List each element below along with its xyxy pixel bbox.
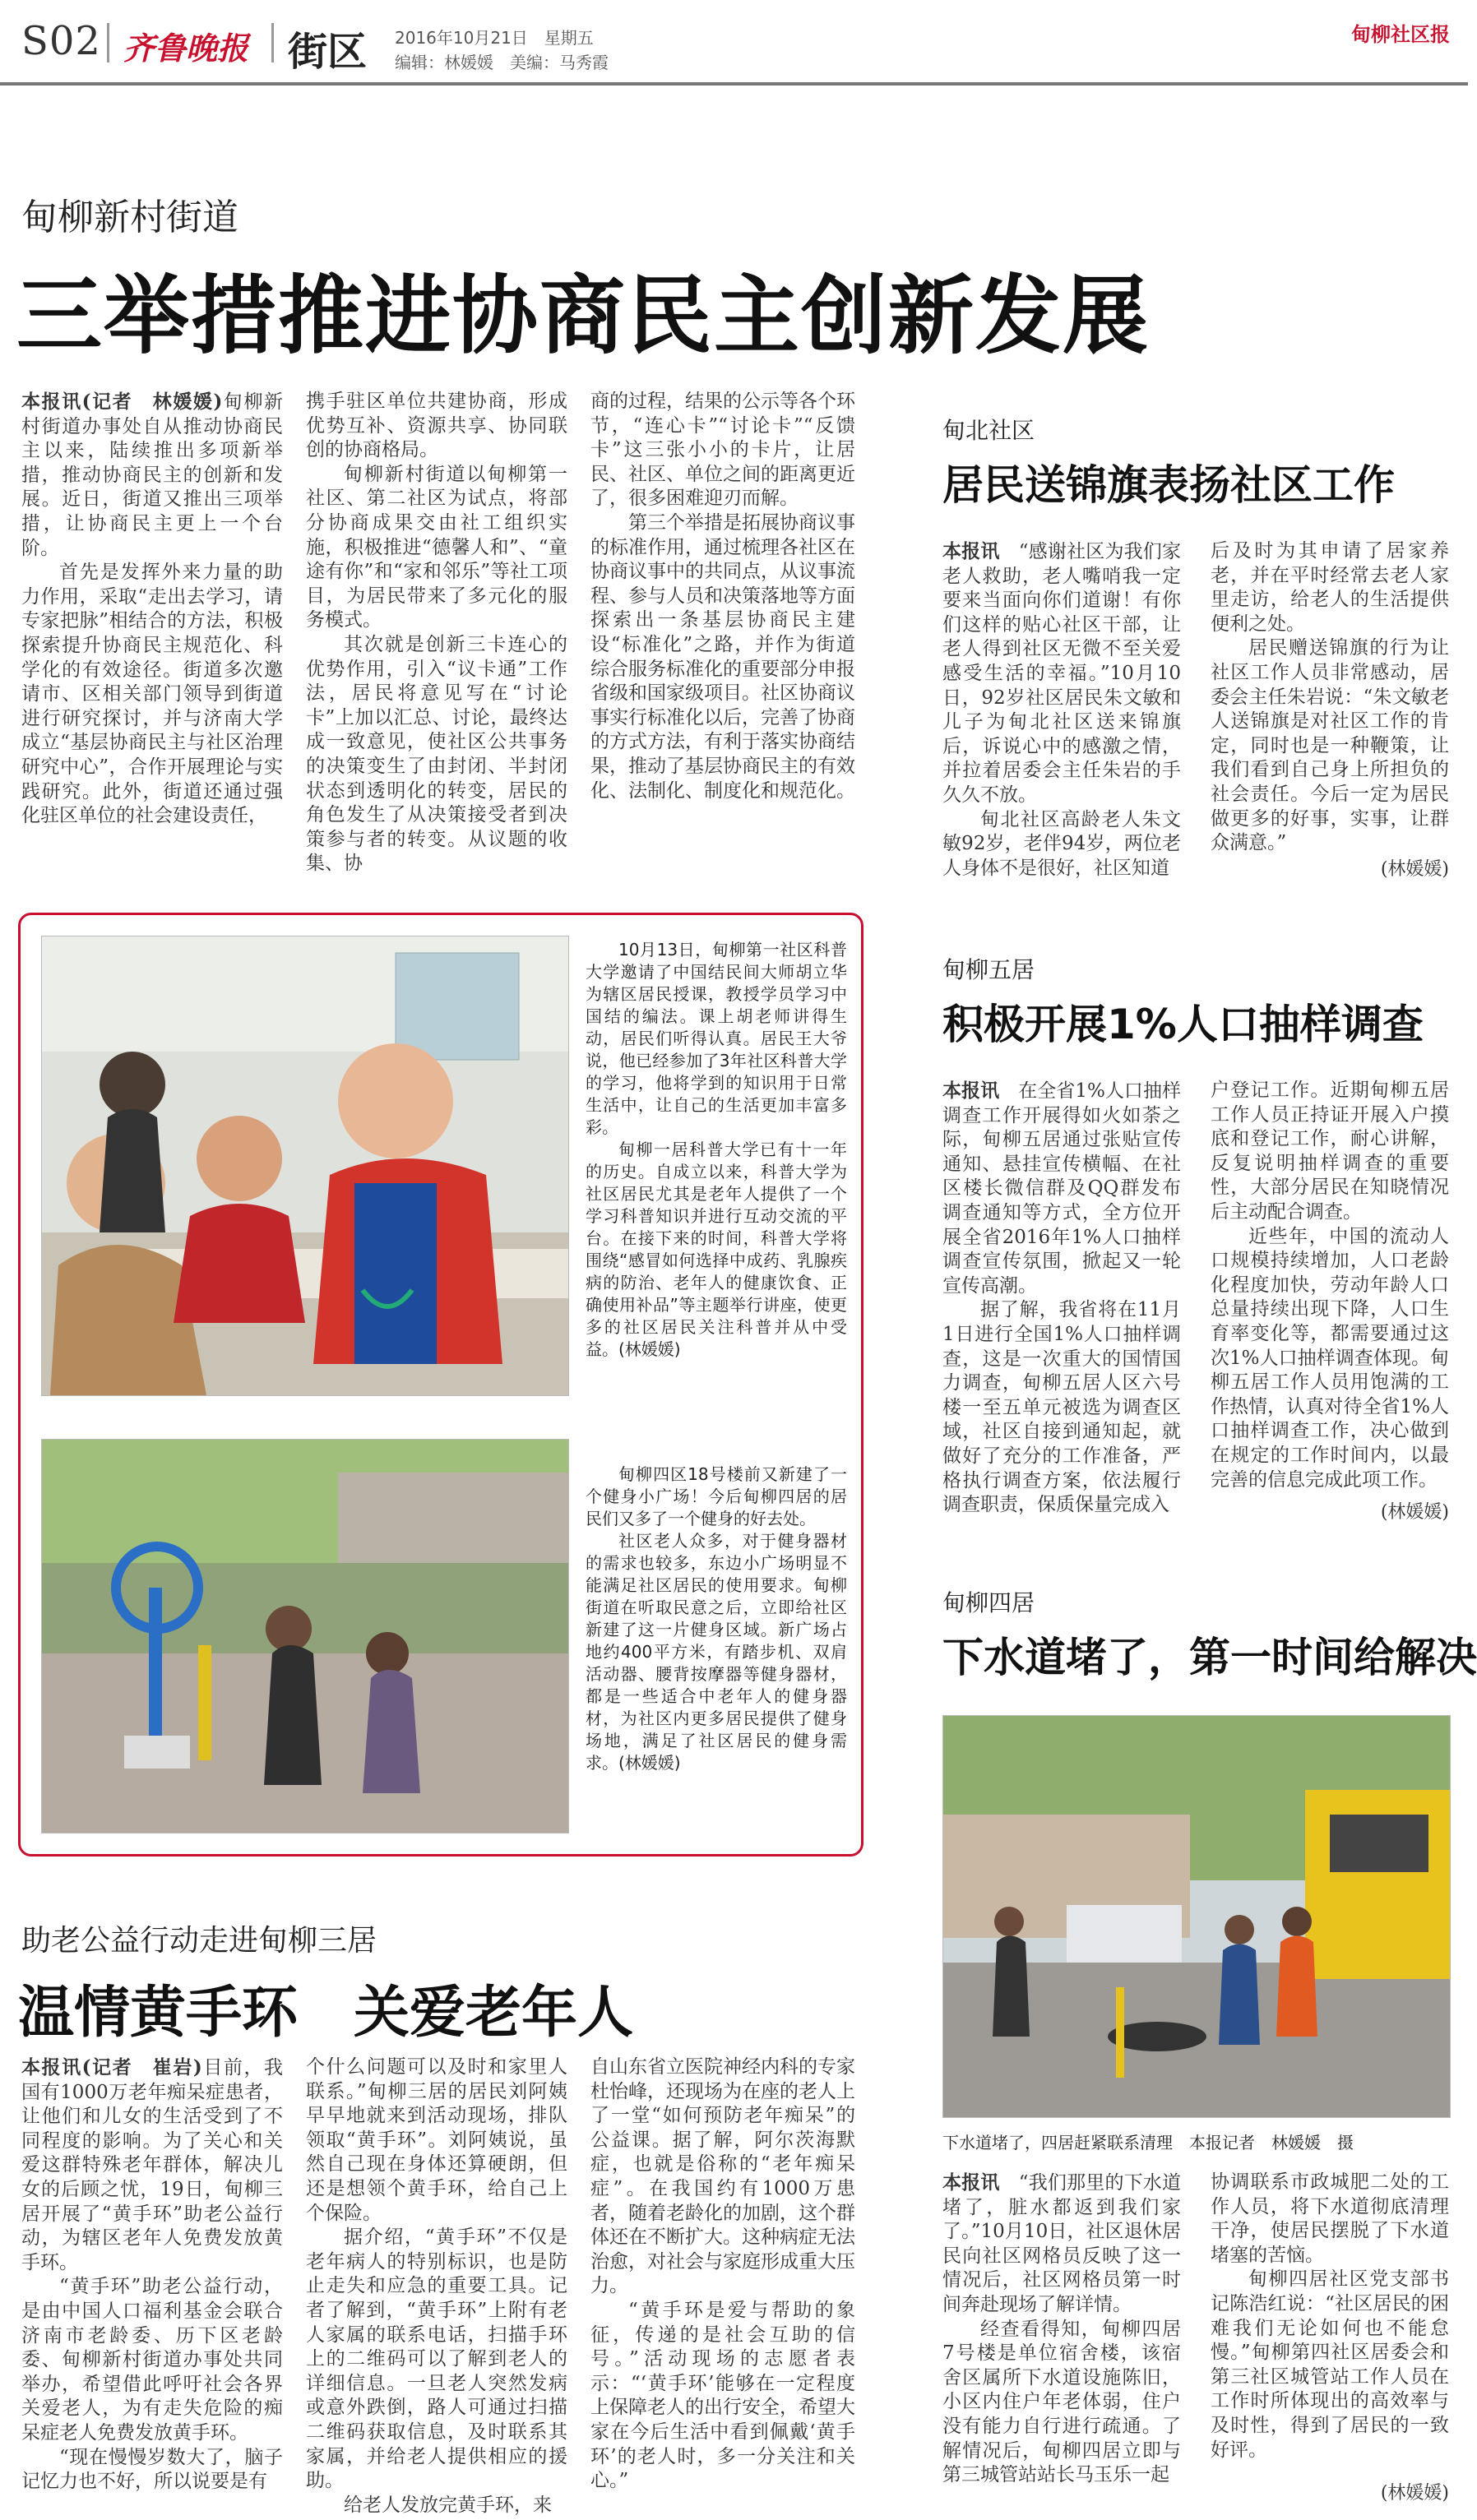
lead-kicker: 甸柳新村街道 [21, 197, 238, 238]
dianbei-author: (林媛媛) [1380, 859, 1449, 880]
byline: 本报讯(记者 林媛媛) [21, 391, 223, 413]
caption-paragraph: 甸柳四区18号楼前又新建了一个健身小广场！今后甸柳四居的居民们又多了一个健身的好去处。 [586, 1464, 847, 1528]
paragraph: 户登记工作。近期甸柳五居工作人员正持证开展入户摸底和登记工作，耐心讲解，反复说明抽样调查的重要性，大部分居民在知晓情况后主动配合调查。 [1211, 1080, 1449, 1223]
masthead-divider [271, 23, 274, 62]
fitness-square-illustration [42, 1440, 568, 1833]
paragraph: 甸柳新村街道以甸柳第一社区、第二社区为试点，将部分协商成果交由社工组织实施，积极推进“德馨人和”、“童途有你”和“家和邻乐”等社工项目，为居民带来了多元化的服务模式。 [306, 463, 567, 631]
lead-headline: 三举措推进协商民主创新发展 [16, 266, 1151, 366]
caption-paragraph: 甸柳一居科普大学已有十一年的历史。自成立以来，科普大学为社区居民尤其是老年人提供了一个学习科普知识并进行互动交流的平台。在接下来的时间，科普大学将围绕“感冒如何选择中成药、乳腺疾病的防治、老年人的健康饮食、正确使用补品”等主题举行讲座，使更多的社区居民关注科普并从中受益。(林媛媛) [586, 1140, 847, 1359]
sewer-illustration [943, 1716, 1450, 2117]
paragraph [21, 2055, 283, 2275]
section-name: 街区 [288, 29, 368, 75]
paragraph: “黄手环是爱与帮助的象征，传递的是社会互助的信号。”活动现场的志愿者表示：“‘黄手环’能够在一定程度上保障老人的出行安全，希望大家在今后生活中看到佩戴‘黄手环’的老人时，多一分关注和关心。” [590, 2299, 855, 2492]
bottom-column-2 [306, 2055, 567, 2516]
paragraph: 居民赠送锦旗的行为让社区工作人员非常感动，居委会主任朱岩说：“朱文敏老人送锦旗是对社区工作的肯定，同时也是一种鞭策，让我们看到自己身上所担负的社会责任。今后一定为居民做更多的好事，实事，让群众满意。” [1211, 637, 1449, 854]
byline: 本报讯 [942, 1080, 1000, 1102]
paragraph: 后及时为其申请了居家养老，并在平时经常去老人家里走访，给老人的生活提供便利之处。 [1211, 540, 1449, 635]
paragraph: 甸北社区高龄老人朱文敏92岁，老伴94岁，两位老人身体不是很好，社区知道 [942, 808, 1181, 879]
paragraph: 据了解，我省将在11月1日进行全国1%人口抽样调查，这是一次重大的国情国力调查，甸柳五居人区六号楼一至五单元被选为调查区域，社区自接到通知起，就做好了充分的工作准备，严格执行调查方案，依法履行调查职责，保质保量完成入 [942, 1299, 1181, 1516]
corner-tag: 甸柳社区报 [1351, 23, 1450, 46]
dianbei-kicker: 甸北社区 [942, 417, 1035, 444]
page-number: S02 [21, 18, 101, 64]
lead-column-1 [21, 390, 283, 847]
paragraph [21, 390, 283, 561]
siju-headline: 下水道堵了，第一时间给解决 [942, 1634, 1477, 1681]
paragraph: 近些年，中国的流动人口规模持续增加，人口老龄化程度加快，劳动年龄人口总量持续出现下降，人口生育率变化等，都需要通过这次1%人口抽样调查体现。甸柳五居工作人员用饱满的工作热情，认真对待全省1%人口抽样调查工作，决心做到在规定的工作时间内，以最完善的信息完成此项工作。 [1211, 1225, 1449, 1491]
paragraph: 个什么问题可以及时和家里人联系。”甸柳三居的居民刘阿姨早早地就来到活动现场，排队领取“黄手环”。刘阿姨说，虽然自己现在身体还算硬朗，但还是想领个黄手环，给自己上个保险。 [306, 2056, 567, 2224]
paragraph: 其次就是创新三卡连心的优势作用，引入“议卡通”工作法，居民将意见写在“讨论卡”上加以汇总、讨论，最终达成一致意见，使社区公共事务的决策变生了由封闭、半封闭状态到透明化的转变，居民的角色发生了从决策接受者到决策参与者的转变。从议题的收集、协 [306, 633, 567, 875]
paragraph: “黄手环”助老公益行动，是由中国人口福利基金会联合济南市老龄委、历下区老龄委、甸柳新村街道办事处共同举办，希望借此呼吁社会各界关爱老人，为有走失危险的痴呆症老人免费发放黄手环。 [21, 2276, 283, 2444]
fitness-square-photo [41, 1439, 569, 1833]
paragraph-text: 甸柳新村街道办事处自从推动协商民主以来，陆续推出多项新举措，推动协商民主的创新和发展。近日，街道又推出三项举措，让协商民主更上一个台阶。 [21, 391, 284, 559]
bottom-column-3 [590, 2055, 855, 2499]
paragraph: 携手驻区单位共建协商，形成优势互补、资源共享、协同联创的协商格局。 [306, 391, 567, 461]
lead-column-2 [306, 390, 567, 875]
paragraph-text: “感谢社区为我们家老人救助，老人嘴哨我一定要来当面向你们道谢！有你们这样的贴心社区干部，让老人得到社区无微不至关爱感受生活的幸福。”10月10日，92岁社区居民朱文敏和儿子为甸北社区送来锦旗后，诉说心中的感激之情，并拉着居委会主任朱岩的手久久不放。 [942, 541, 1181, 806]
sewer-photo-caption: 下水道堵了，四居赶紧联系清理 本报记者 林媛媛 摄 [942, 2133, 1354, 2152]
wuju-headline: 积极开展1%人口抽样调查 [942, 1001, 1424, 1048]
bottom-column-1 [21, 2055, 283, 2499]
paragraph: 第三个举措是拓展协商议事的标准作用，通过梳理各社区在协商议事中的共同点，从议事流程、参与人员和决策落地等方面探索出一条基层协商民主建设“标准化”之路，并作为街道综合服务标准化的重要部分申报省级和国家级项目。社区协商议事实行标准化以后，完善了协商的方式方法，有利于落实协商结果，推动了基层协商民主的有效化、法制化、制度化和规范化。 [590, 511, 855, 802]
paragraph: 甸柳四居社区党支部书记陈浩红说：“社区居民的困难我们无论如何也不能怠慢。”甸柳第四社区居委会和第三社区城管站工作人员在工作时所体现出的高效率与及时性，得到了居民的一致好评。 [1211, 2268, 1449, 2461]
fitness-square-caption [586, 1463, 847, 1774]
paragraph: 协调联系市政城肥二处的工作人员，将下水道彻底清理干净，使居民摆脱了下水道堵塞的苦恼。 [1211, 2171, 1449, 2266]
paragraph: 自山东省立医院神经内科的专家杜怡峰，还现场为在座的老人上了一堂“如何预防老年痴呆”的公益课。据了解，阿尔茨海默症，也就是俗称的“老年痴呆症”。在我国约有1000万患者，随着老龄化的加剧，这个群体还在不断扩大。这种病症无法治愈，对社会与家庭形成重大压力。 [590, 2056, 855, 2297]
paragraph [942, 539, 1181, 808]
knot-class-caption [586, 939, 847, 1361]
paragraph: 给老人发放完黄手环，来 [344, 2494, 552, 2516]
paragraph [942, 1079, 1181, 1298]
paragraph: “现在慢慢岁数大了，脑子记忆力也不好，所以说要是有 [21, 2446, 283, 2493]
caption-paragraph: 10月13日，甸柳第一社区科普大学邀请了中国结民间大师胡立华为辖区居民授课，教授学员学习中国结的编法。课上胡老师讲得生动，居民们听得认真。居民王大爷说，他已经参加了3年社区科普大学的学习，他将学到的知识用于日常生活中，让自己的生活更加丰富多彩。 [586, 940, 847, 1137]
bottom-kicker: 助老公益行动走进甸柳三居 [21, 1924, 377, 1958]
sewer-photo [942, 1715, 1451, 2118]
paragraph-text: “我们那里的下水道堵了，脏水都返到我们家了。”10月10日，社区退休居民向社区网格员反映了这一情况后，社区网格员第一时间奔赴现场了解详情。 [942, 2172, 1181, 2315]
paragraph: 商的过程，结果的公示等各个环节，“连心卡”“讨论卡”“反馈卡”这三张小小的卡片，让居民、社区、单位之间的距离更近了，很多困难迎刃而解。 [590, 391, 855, 510]
paragraph [942, 2171, 1181, 2318]
caption-paragraph: 社区老人众多，对于健身器材的需求也较多，东边小广场明显不能满足社区居民的使用要求。甸柳街道在听取民意之后，立即给社区新建了这一片健身区域。新广场占地约400平方米，有踏步机、双肩活动器、腰背按摩器等健身器材，都是一些适合中老年人的健身器材，为社区内更多居民提供了健身场地，满足了社区居民的健身需求。(林媛媛) [586, 1531, 847, 1773]
knot-class-photo [41, 936, 569, 1396]
dianbei-column-1 [942, 539, 1181, 885]
byline: 本报讯(记者 崔岩) [21, 2056, 202, 2078]
paragraph: 据介绍，“黄手环”不仅是老年病人的特别标识，也是防止走失和应急的重要工具。记者了解到，“黄手环”上附有老人家属的联系电话，扫描手环上的二维码可以了解到老人的详细信息。一旦老人突然发病或意外跌倒，路人可通过扫描二维码获取信息，及时联系其家属，并给老人提供相应的援助。 [306, 2226, 567, 2492]
bottom-headline: 温情黄手环 关爱老年人 [18, 1981, 634, 2046]
siju-kicker: 甸柳四居 [942, 1589, 1035, 1616]
paper-logo: 齐鲁晚报 [123, 30, 249, 67]
lead-column-3 [590, 390, 855, 847]
byline: 本报讯 [942, 2171, 1000, 2194]
masthead-divider [107, 23, 109, 62]
byline: 本报讯 [942, 540, 1000, 562]
knot-class-illustration [42, 936, 568, 1395]
wuju-column-2 [1211, 1079, 1449, 1498]
dianbei-headline: 居民送锦旗表扬社区工作 [942, 461, 1395, 509]
siju-column-1 [942, 2171, 1181, 2499]
dianbei-column-2 [1211, 539, 1449, 862]
dateline: 2016年10月21日 星期五 [395, 28, 594, 48]
paragraph: 首先是发挥外来力量的助力作用，采取“走出去学习，请专家把脉”相结合的方法，积极探索提升协商民主规范化、科学化的有效途径。街道多次邀请市、区相关部门领导到街道进行研究探讨，并与济南大学成立“基层协商民主与社区治理研究中心”，合作开展理论与实践研究。此外，街道还通过强化驻区单位的社会建设责任， [21, 562, 283, 827]
masthead-rule [0, 82, 1468, 86]
siju-author: (林媛媛) [1380, 2483, 1449, 2504]
wuju-column-1 [942, 1079, 1181, 1523]
wuju-kicker: 甸柳五居 [942, 956, 1035, 983]
paragraph-text: 目前，我国有1000万老年痴呆症患者，让他们和儿女的生活受到了不同程度的影响。为了关心和关爱这群特殊老年群体，解决儿女的后顾之忧，19日，甸柳三居开展了“黄手环”助老公益行动，为辖区老年人免费发放黄手环。 [21, 2057, 284, 2273]
paragraph: 经查看得知，甸柳四居7号楼是单位宿舍楼，该宿舍区属所下水道设施陈旧，小区内住户年老体弱，住户没有能力自行进行疏通。了解情况后，甸柳四居立即与第三城管站站长马玉乐一起 [942, 2318, 1181, 2486]
wuju-author: (林媛媛) [1380, 1502, 1449, 1523]
paragraph-text: 在全省1%人口抽样调查工作开展得如火如荼之际，甸柳五居通过张贴宣传通知、悬挂宣传横幅、在社区楼长微信群及QQ群发布调查通知等方式，全方位开展全省2016年1%人口抽样调查宣传氛围，掀起又一轮宣传高潮。 [942, 1080, 1181, 1297]
editors-line: 编辑：林媛媛 美编：马秀霞 [395, 53, 609, 72]
siju-column-2 [1211, 2171, 1449, 2475]
